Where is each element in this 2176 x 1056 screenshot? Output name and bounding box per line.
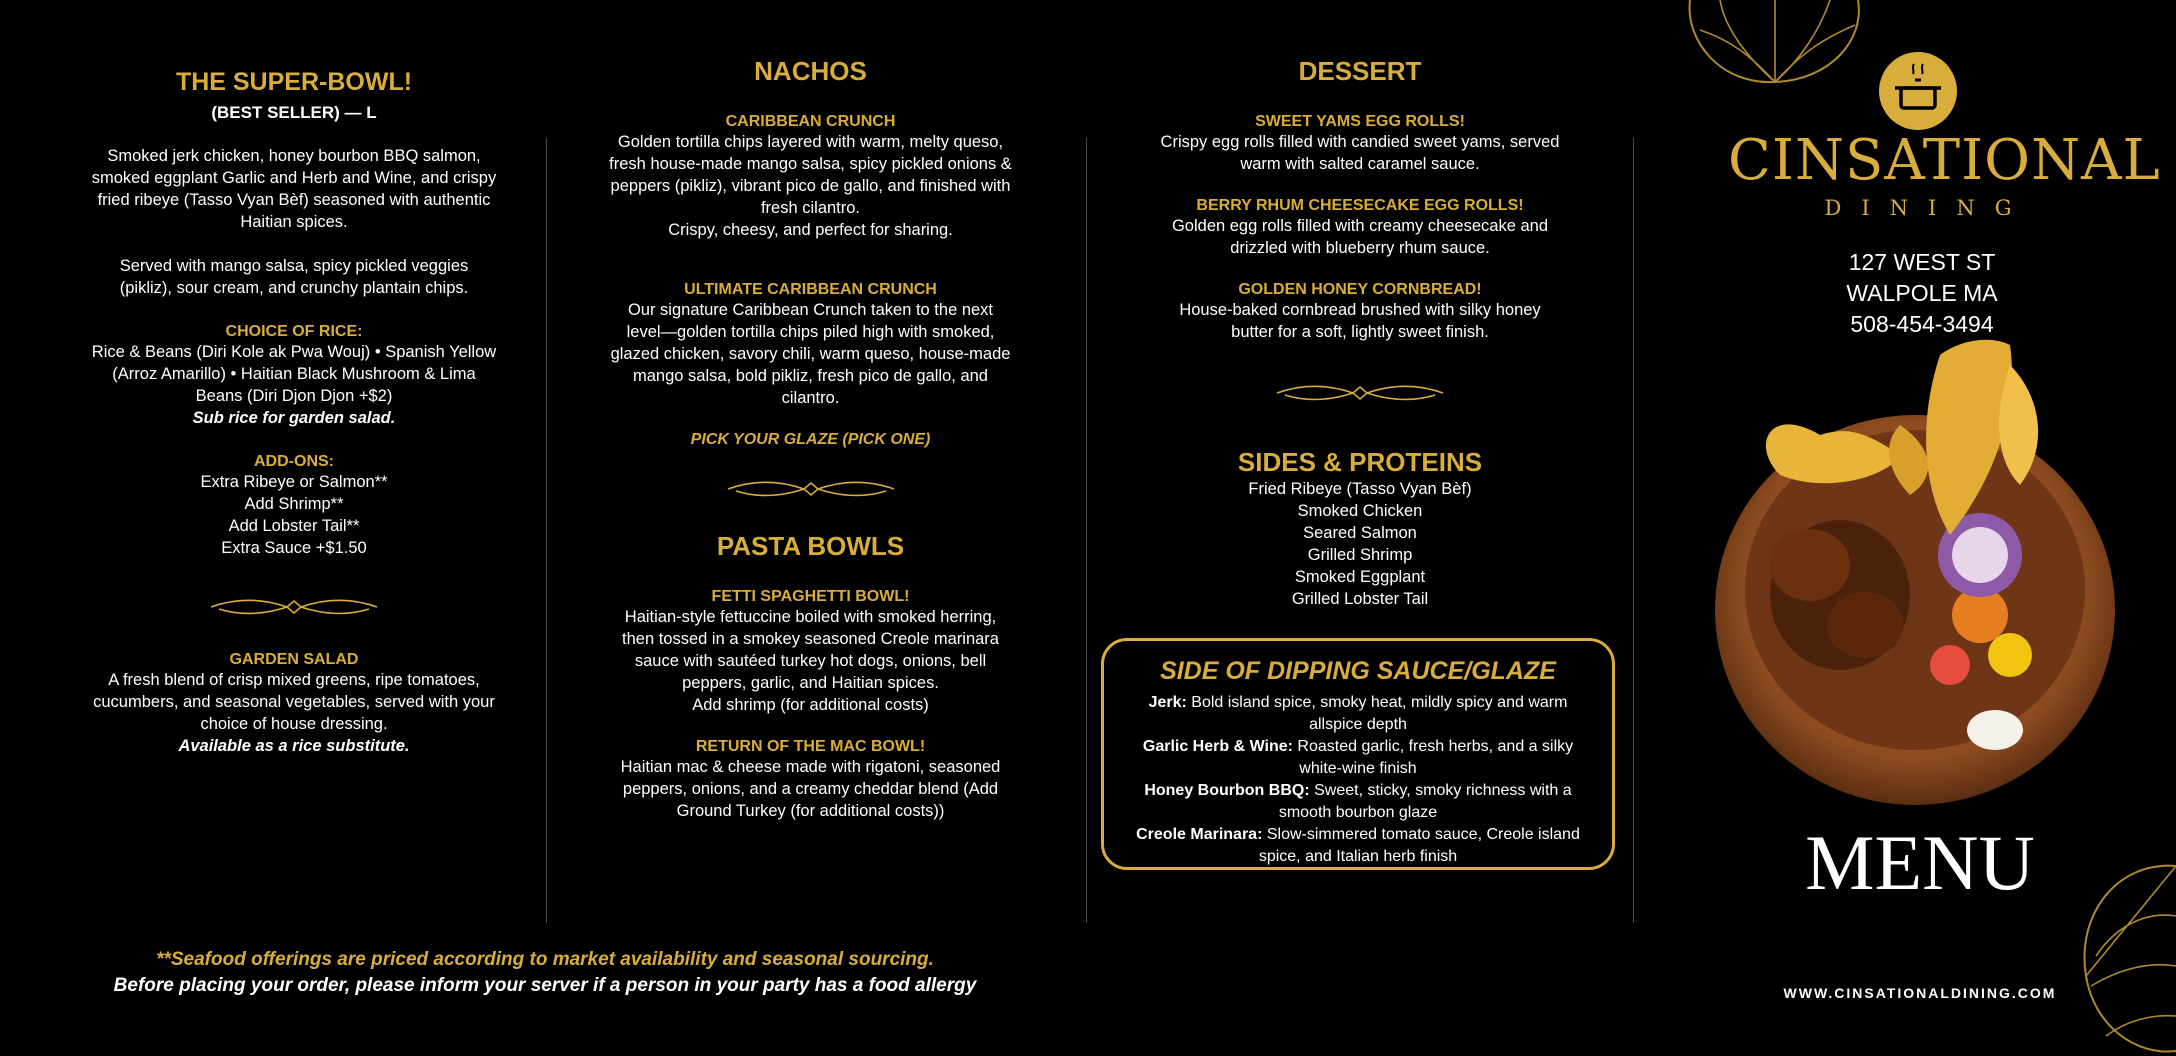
menu-item-line: mango salsa, bold pikliz, fresh pico de gallo, and bbox=[633, 367, 988, 385]
nachos-pasta-section bbox=[598, 56, 1023, 822]
addon-item: Add Lobster Tail** bbox=[228, 517, 360, 535]
dipping-sauce-box bbox=[1101, 638, 1615, 870]
dessert-sides-section bbox=[1120, 56, 1600, 610]
menu-item-line: butter for a soft, lightly sweet finish. bbox=[1231, 323, 1489, 341]
garden-salad-line: choice of house dressing. bbox=[200, 715, 388, 733]
garden-salad-note: Available as a rice substitute. bbox=[178, 737, 410, 755]
ornament-divider-icon bbox=[726, 477, 896, 501]
menu-item-line: then tossed in a smokey seasoned Creole marinara bbox=[622, 630, 999, 648]
garden-salad-line: A fresh blend of crisp mixed greens, ripe tomatoes, bbox=[108, 671, 480, 689]
sauce-line-cont: white-wine finish bbox=[1299, 760, 1417, 777]
menu-item-line: cilantro. bbox=[781, 389, 840, 407]
brand-subtitle: DINING bbox=[1824, 196, 2032, 220]
menu-item-name: CARIBBEAN CRUNCH bbox=[725, 113, 896, 130]
menu-item-name: FETTI SPAGHETTI BOWL! bbox=[711, 588, 910, 605]
menu-item-line: glazed chicken, savory chili, warm queso, house-made bbox=[610, 345, 1011, 363]
sauce-line-cont: smooth bourbon glaze bbox=[1278, 804, 1438, 821]
monstera-leaf-icon bbox=[1680, 0, 1870, 90]
rice-sub-note: Sub rice for garden salad. bbox=[192, 409, 396, 427]
menu-item-line: fresh house-made mango salsa, spicy pickled onions & bbox=[609, 155, 1012, 173]
menu-item-name: SWEET YAMS EGG ROLLS! bbox=[1255, 113, 1465, 130]
super-bowl-section bbox=[78, 68, 510, 757]
addon-item: Extra Sauce +$1.50 bbox=[221, 539, 367, 557]
allergy-note: Before placing your order, please inform your server if a person in your party has a food allergy bbox=[113, 975, 977, 996]
menu-item-line: Golden egg rolls filled with creamy cheesecake and bbox=[1171, 217, 1549, 235]
menu-item-line: fresh cilantro. bbox=[760, 199, 861, 217]
brand-name: CINSATIONAL bbox=[1728, 128, 2161, 193]
nachos-title: NACHOS bbox=[754, 56, 867, 86]
sauce-desc: Bold island spice, smoky heat, mildly spicy and warm bbox=[1186, 694, 1568, 711]
super-bowl-served-line: Served with mango salsa, spicy pickled veggies bbox=[119, 257, 469, 275]
sauce-line bbox=[1122, 692, 1594, 714]
monstera-leaf-icon bbox=[2066, 856, 2176, 1056]
seafood-note: **Seafood offerings are priced according to market availability and seasonal sourcing. bbox=[156, 949, 934, 970]
rice-choice-line: (Arroz Amarillo) • Haitian Black Mushroom & Lima bbox=[112, 365, 476, 383]
rice-choice-title: CHOICE OF RICE: bbox=[225, 323, 363, 340]
sauce-name: Creole Marinara: bbox=[1136, 826, 1263, 843]
addons-title: ADD-ONS: bbox=[254, 453, 334, 470]
menu-item-line: Crispy egg rolls filled with candied sweet yams, served bbox=[1160, 133, 1560, 151]
side-item: Fried Ribeye (Tasso Vyan Bèf) bbox=[1248, 480, 1472, 498]
column-divider-2 bbox=[1086, 138, 1087, 923]
super-bowl-title: THE SUPER-BOWL! bbox=[175, 68, 413, 96]
menu-item-line: peppers, garlic, and Haitian spices. bbox=[682, 674, 939, 692]
address-line: 127 WEST ST bbox=[1848, 249, 1996, 275]
pot-glyph bbox=[1879, 52, 1957, 130]
glaze-note: PICK YOUR GLAZE (PICK ONE) bbox=[690, 431, 931, 448]
rice-choice-line: Beans (Diri Djon Djon +$2) bbox=[195, 387, 393, 405]
sauce-line bbox=[1122, 736, 1594, 758]
dessert-title: DESSERT bbox=[1298, 56, 1422, 86]
side-item: Grilled Lobster Tail bbox=[1291, 590, 1429, 608]
super-bowl-subtitle: (BEST SELLER) — L bbox=[211, 103, 377, 122]
menu-item-name: ULTIMATE CARIBBEAN CRUNCH bbox=[684, 281, 937, 298]
menu-item-name: BERRY RHUM CHEESECAKE EGG ROLLS! bbox=[1196, 197, 1524, 214]
menu-item-line: Golden tortilla chips layered with warm, melty queso, bbox=[617, 133, 1004, 151]
menu-item-line: Ground Turkey (for additional costs)) bbox=[676, 802, 945, 820]
menu-item-line: Add shrimp (for additional costs) bbox=[692, 696, 929, 714]
pasta-bowls-title: PASTA BOWLS bbox=[716, 531, 905, 561]
sauce-desc: Roasted garlic, fresh herbs, and a silky bbox=[1292, 738, 1574, 755]
addon-item: Add Shrimp** bbox=[244, 495, 344, 513]
super-bowl-desc-line: fried ribeye (Tasso Vyan Bèf) seasoned with authentic bbox=[97, 191, 491, 209]
menu-item-line: peppers, onions, and a creamy cheddar blend (Add bbox=[622, 780, 999, 798]
garden-salad-title: GARDEN SALAD bbox=[229, 651, 359, 668]
side-item: Smoked Chicken bbox=[1297, 502, 1423, 520]
menu-item-line: Crispy, cheesy, and perfect for sharing. bbox=[668, 221, 953, 239]
menu-item-line: Our signature Caribbean Crunch taken to the next bbox=[627, 301, 994, 319]
ornament-divider-icon bbox=[1275, 381, 1445, 405]
address-line: WALPOLE MA bbox=[1846, 280, 1998, 306]
menu-item-line: warm with salted caramel sauce. bbox=[1240, 155, 1480, 173]
menu-item-line: Haitian-style fettuccine boiled with smoked herring, bbox=[624, 608, 997, 626]
menu-item-name: GOLDEN HONEY CORNBREAD! bbox=[1238, 281, 1482, 298]
sauce-line bbox=[1122, 780, 1594, 802]
food-bowl-image bbox=[1690, 325, 2140, 815]
sauce-line bbox=[1122, 824, 1594, 846]
sauce-name: Jerk: bbox=[1148, 694, 1187, 711]
sauce-name: Garlic Herb & Wine: bbox=[1142, 738, 1293, 755]
sauce-line-cont: allspice depth bbox=[1309, 716, 1407, 733]
sauce-name: Honey Bourbon BBQ: bbox=[1144, 782, 1310, 799]
rice-choice-line: Rice & Beans (Diri Kole ak Pwa Wouj) • Spanish Yellow bbox=[91, 343, 497, 361]
menu-item-line: Haitian mac & cheese made with rigatoni, seasoned bbox=[620, 758, 1001, 776]
sauce-line-cont: spice, and Italian herb finish bbox=[1258, 848, 1458, 865]
addon-item: Extra Ribeye or Salmon** bbox=[200, 473, 388, 491]
phone-number: 508-454-3494 bbox=[1850, 311, 1994, 337]
super-bowl-desc-line: Smoked jerk chicken, honey bourbon BBQ salmon, bbox=[107, 147, 481, 165]
side-item: Grilled Shrimp bbox=[1307, 546, 1413, 564]
side-item: Smoked Eggplant bbox=[1294, 568, 1426, 586]
garden-salad-line: cucumbers, and seasonal vegetables, served with your bbox=[93, 693, 495, 711]
menu-item-line: sauce with sautéed turkey hot dogs, onions, bell bbox=[634, 652, 987, 670]
menu-item-line: drizzled with blueberry rhum sauce. bbox=[1230, 239, 1490, 257]
super-bowl-desc-line: smoked eggplant Garlic and Herb and Wine, and crispy bbox=[91, 169, 497, 187]
dipping-sauce-title: SIDE OF DIPPING SAUCE/GLAZE bbox=[1160, 657, 1556, 685]
side-item: Seared Salmon bbox=[1303, 524, 1417, 542]
sides-proteins-title: SIDES & PROTEINS bbox=[1237, 447, 1483, 477]
menu-item-line: House-baked cornbread brushed with silky honey bbox=[1179, 301, 1541, 319]
sauce-desc: Sweet, sticky, smoky richness with a bbox=[1309, 782, 1572, 799]
sauce-desc: Slow-simmered tomato sauce, Creole island bbox=[1262, 826, 1580, 843]
menu-item-name: RETURN OF THE MAC BOWL! bbox=[695, 738, 926, 755]
column-divider-1 bbox=[546, 138, 547, 923]
menu-item-line: level—golden tortilla chips piled high with smoked, bbox=[626, 323, 995, 341]
website-url[interactable]: WWW.CINSATIONALDINING.COM bbox=[1783, 985, 2057, 1001]
cooking-pot-icon bbox=[1879, 52, 1957, 130]
menu-item-line: peppers (pikliz), vibrant pico de gallo, and finished with bbox=[610, 177, 1011, 195]
super-bowl-desc-line: Haitian spices. bbox=[240, 213, 348, 231]
menu-label: MENU bbox=[1805, 819, 2035, 906]
ornament-divider-icon bbox=[209, 595, 379, 619]
super-bowl-served-line: (pikliz), sour cream, and crunchy plantain chips. bbox=[119, 279, 469, 297]
column-divider-3 bbox=[1633, 138, 1634, 923]
